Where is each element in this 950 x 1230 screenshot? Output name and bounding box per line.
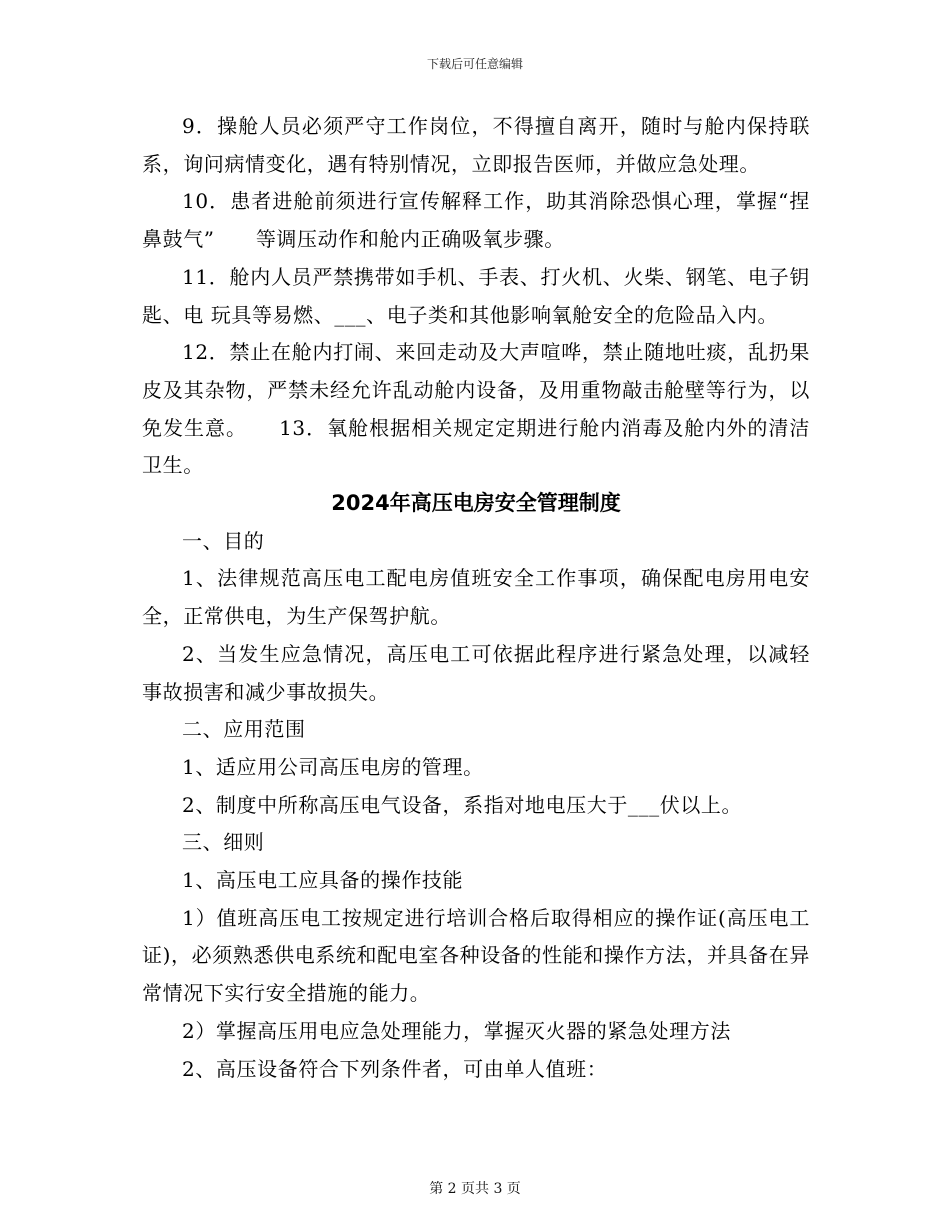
section-heading-rules: 三、细则 [182,830,265,855]
paragraph-item-9: 9．操舱人员必须严守工作岗位，不得擅自离开，随时与舱内保持联系，询问病情变化，遇有特别情况，立即报告医师，并做应急处理。 [142,114,810,176]
document-title: 2024年高压电房安全管理制度 [331,491,621,516]
paragraph-item-11: 11．舱内人员严禁携带如手机、手表、打火机、火柴、钢笔、电子钥匙、电 玩具等易燃、___、电子类和其他影响氧舱安全的危险品入内。 [142,264,810,327]
paragraph-rules-1-2: 2）掌握高压用电应急处理能力，掌握灭火器的紧急处理方法 [182,1018,731,1043]
paragraph-purpose-1: 1、法律规范高压电工配电房值班安全工作事项，确保配电房用电安全，正常供电，为生产保驾护航。 [142,566,810,629]
paragraph-item-10: 10．患者进舱前须进行宣传解释工作，助其消除恐惧心理，掌握“捏鼻鼓气” 等调压动作和舱内正确吸氧步骤。 [142,189,810,252]
page-header: 下载后可任意编辑 [426,57,523,71]
paragraph-purpose-2: 2、当发生应急情况，高压电工可依据此程序进行紧急处理，以减轻事故损害和减少事故损失。 [142,641,810,704]
paragraph-scope-2: 2、制度中所称高压电气设备，系指对地电压大于___伏以上。 [182,792,743,817]
section-heading-scope: 二、应用范围 [182,717,306,742]
section-heading-purpose: 一、目的 [182,528,265,553]
paragraph-rules-1-1: 1）值班高压电工按规定进行培训合格后取得相应的操作证(高压电工证)，必须熟悉供电系统和配电室各种设备的性能和操作方法，并具备在异常情况下实行安全措施的能力。 [142,905,810,1006]
paragraph-rules-1: 1、高压电工应具备的操作技能 [182,868,464,893]
paragraph-scope-1: 1、适应用公司高压电房的管理。 [182,754,484,779]
paragraph-item-12-13: 12．禁止在舱内打闹、来回走动及大声喧哗，禁止随地吐痰，乱扔果皮及其杂物，严禁未经允许乱动舱内设备，及用重物敲击舱壁等行为，以免发生意。 13．氧舱根据相关规定定期进行舱内消毒及舱内外的清洁卫生。 [142,340,810,478]
paragraph-rules-2: 2、高压设备符合下列条件者，可由单人值班： [182,1056,608,1081]
document-body [142,108,810,1088]
page-footer: 第 2 页共 3 页 [429,1181,521,1197]
